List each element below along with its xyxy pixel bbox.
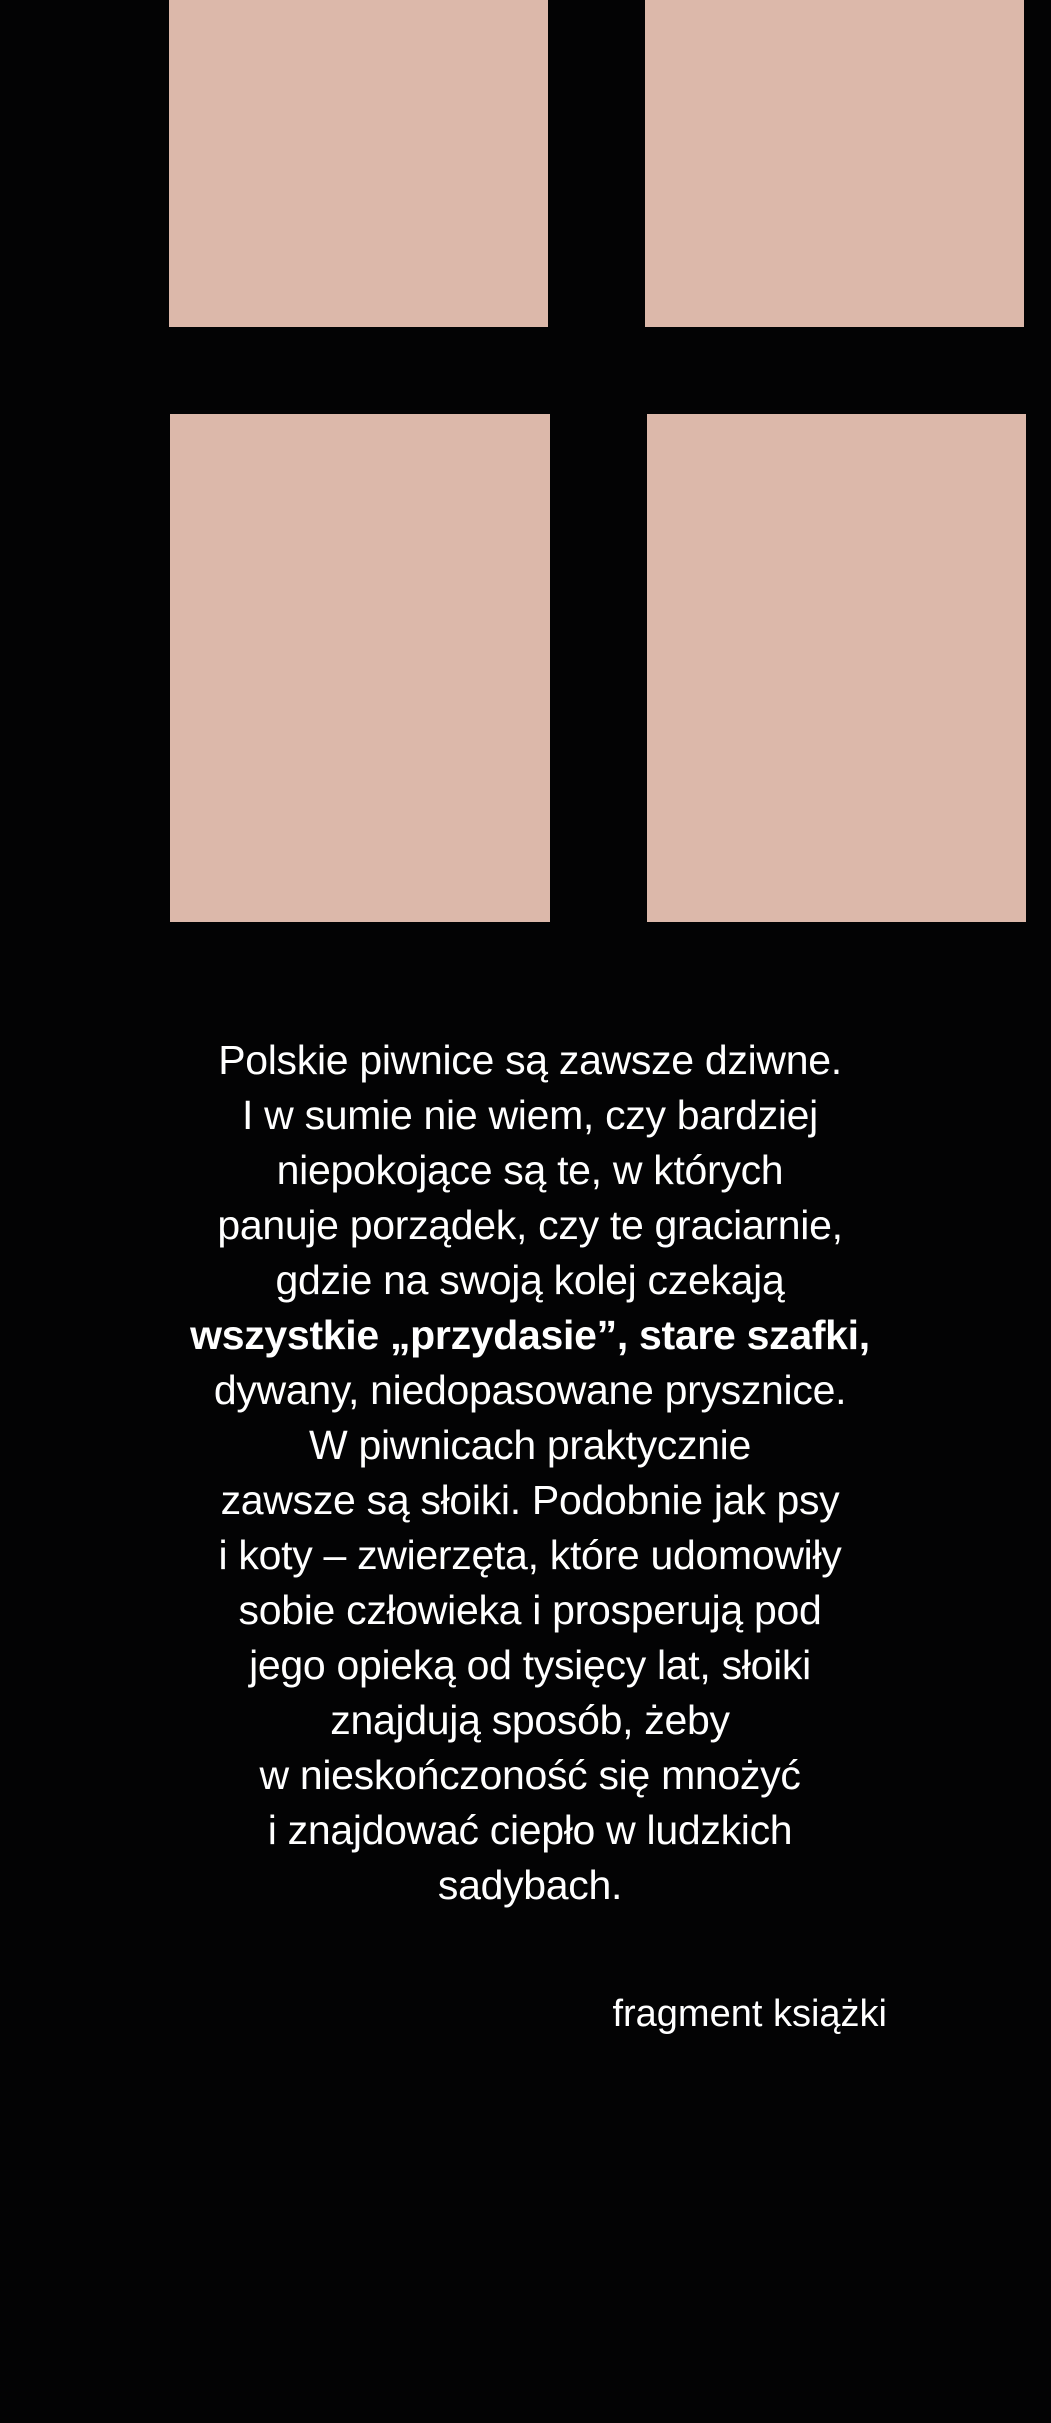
- quote-line: W piwnicach praktycznie: [309, 1422, 751, 1468]
- photo-placeholder-bottom-right: [647, 414, 1026, 922]
- quote-source-label: fragment książki: [612, 1993, 887, 2035]
- quote-line: gdzie na swoją kolej czekają: [275, 1257, 785, 1303]
- quote-line: znajdują sposób, żeby: [330, 1697, 730, 1743]
- quote-line: sadybach.: [437, 1862, 623, 1908]
- quote-line: niepokojące są te, w których: [276, 1147, 784, 1193]
- quote-line: panuje porządek, czy te graciarnie,: [217, 1202, 843, 1248]
- quote-line: Polskie piwnice są zawsze dziwne.: [218, 1037, 842, 1083]
- quote-line: sobie człowieka i prosperują pod: [238, 1587, 822, 1633]
- quote-line: i koty – zwierzęta, które udomowiły: [218, 1532, 842, 1578]
- book-quote: [150, 1033, 910, 1913]
- quote-line: I w sumie nie wiem, czy bardziej: [242, 1092, 818, 1138]
- quote-line: w nieskończoność się mnożyć: [259, 1752, 801, 1798]
- photo-placeholder-top-left: [169, 0, 548, 327]
- quote-line: zawsze są słoiki. Podobnie jak psy: [220, 1477, 840, 1523]
- quote-line: i znajdować ciepło w ludzkich: [267, 1807, 793, 1853]
- quote-line: jego opieką od tysięcy lat, słoiki: [249, 1642, 811, 1688]
- quote-line-bold: wszystkie „przydasie”, stare szafki,: [190, 1312, 870, 1358]
- photo-placeholder-top-right: [645, 0, 1024, 327]
- photo-placeholder-bottom-left: [170, 414, 550, 922]
- quote-line: dywany, niedopasowane prysznice.: [213, 1367, 847, 1413]
